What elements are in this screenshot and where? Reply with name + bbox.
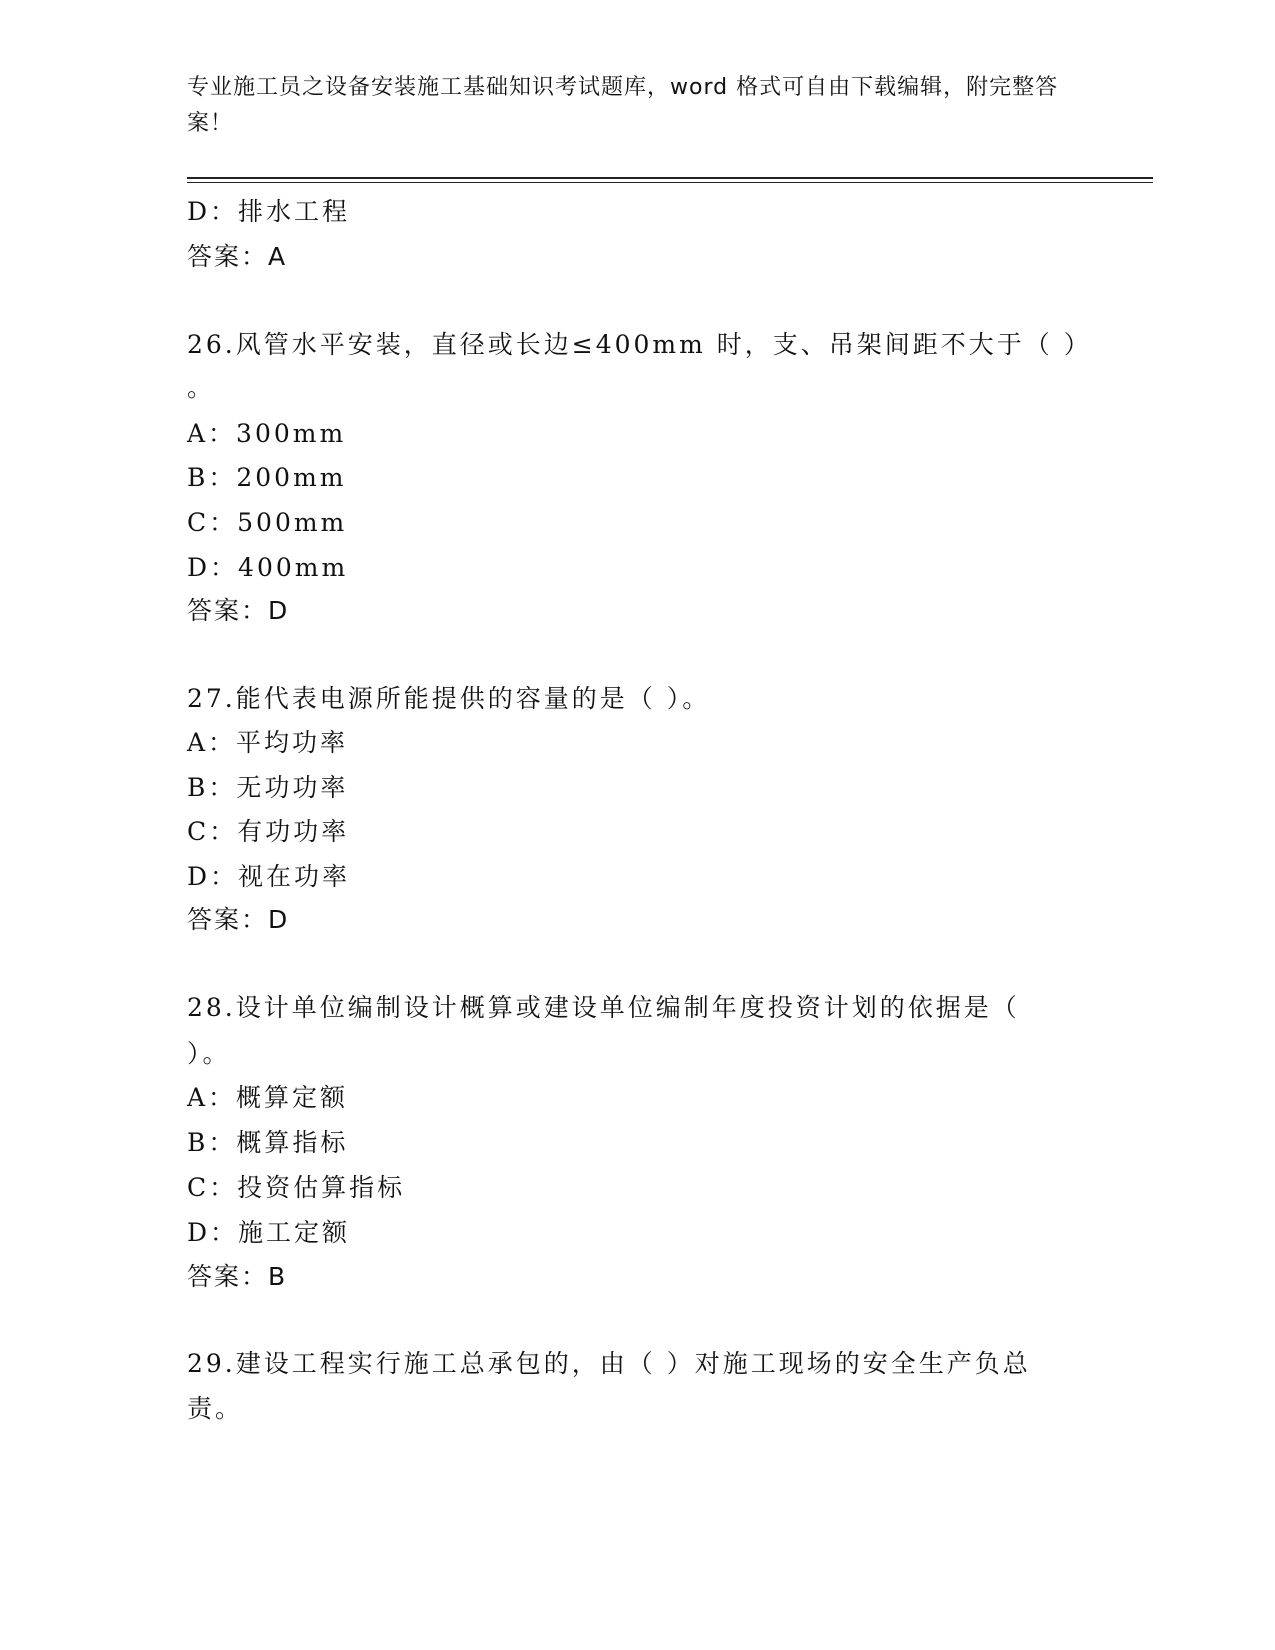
q26-option-d: D：400mm <box>187 553 349 582</box>
q27-option-a: A：平均功率 <box>187 728 349 757</box>
q26-option-c: C：500mm <box>187 508 348 537</box>
q26-stem: 26.风管水平安装，直径或长边≤400mm 时，支、吊架间距不大于（ ） <box>187 330 1092 359</box>
q28-option-d: D：施工定额 <box>187 1218 351 1247</box>
q29-stem: 29.建设工程实行施工总承包的，由（ ）对施工现场的安全生产负总 <box>187 1349 1031 1378</box>
q28-option-b: B：概算指标 <box>187 1128 349 1157</box>
header-divider-thick <box>187 177 1153 179</box>
q28-stem: 28.设计单位编制设计概算或建设单位编制年度投资计划的依据是（ <box>187 993 1020 1022</box>
q27-option-d: D：视在功率 <box>187 862 351 891</box>
document-header: 专业施工员之设备安装施工基础知识考试题库，word 格式可自由下载编辑，附完整答案！ <box>187 75 1059 136</box>
q28-answer: 答案：B <box>187 1262 288 1291</box>
q26-stem-cont: 。 <box>187 373 216 402</box>
q27-option-b: B：无功功率 <box>187 773 349 802</box>
q27-answer: 答案：D <box>187 905 290 934</box>
q26-option-b: B：200mm <box>187 463 347 492</box>
q29-stem-cont: 责。 <box>187 1394 244 1423</box>
q28-option-c: C：投资估算指标 <box>187 1173 406 1202</box>
q25-option-d: D：排水工程 <box>187 197 351 226</box>
q27-stem: 27.能代表电源所能提供的容量的是（ ）。 <box>187 684 711 713</box>
q26-option-a: A：300mm <box>187 419 347 448</box>
header-divider-thin <box>187 182 1153 183</box>
q28-option-a: A：概算定额 <box>187 1083 349 1112</box>
q28-stem-cont: ）。 <box>187 1039 231 1068</box>
q26-answer: 答案：D <box>187 596 290 625</box>
q27-option-c: C：有功功率 <box>187 817 350 846</box>
q25-answer: 答案：A <box>187 242 288 271</box>
